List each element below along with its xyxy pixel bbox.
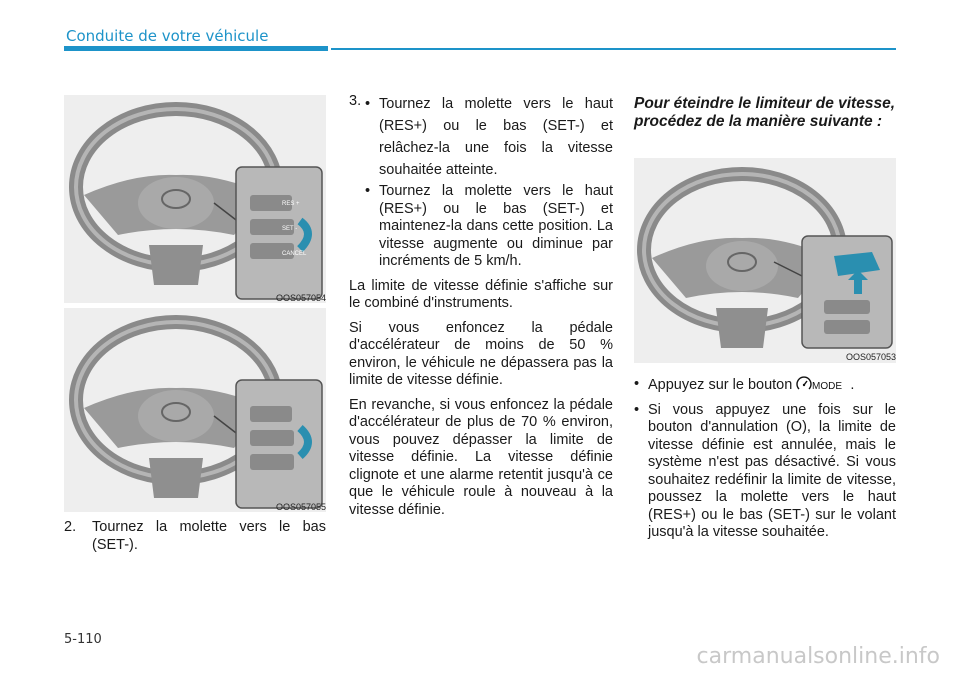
step-2-text: Tournez la molette vers le bas (SET-). bbox=[92, 519, 326, 553]
bullet-2-text: Si vous appuyez une fois sur le bouton d'annulation (O), la limite de vitesse définie est annulée, mais le système n'est pas désactivé. Si vous souhaitez redéfinir la limite de vitesse, poussez la molette vers le haut (RES+) ou le bas (SET-) sur le volant jusqu'à la vitesse souhaitée. bbox=[648, 401, 896, 540]
left-column bbox=[64, 519, 326, 554]
header-rule-thin bbox=[331, 48, 896, 50]
step-3-bullet-1-text: Tournez la molette vers le haut (RES+) ou le bas (SET-) et relâchez-la une fois la vitesse souhaitée atteinte. bbox=[379, 96, 613, 178]
right-column bbox=[634, 376, 896, 542]
cancel-label: CANCEL bbox=[282, 251, 307, 257]
mode-label: MODE bbox=[812, 381, 843, 392]
res-label: RES + bbox=[282, 201, 300, 207]
step-3-bullet-1: • Tournez la molette vers le haut (RES+) ou le bas (SET-) et relâchez-la une fois la vitesse souhaitée atteinte. bbox=[365, 96, 613, 178]
section-heading: Pour éteindre le limiteur de vitesse, procédez de la manière suivante : bbox=[634, 95, 896, 130]
bullet-1-prefix: Appuyez sur le bouton bbox=[648, 377, 793, 393]
section-title: Conduite de votre véhicule bbox=[66, 27, 269, 45]
set-label: SET - bbox=[282, 226, 298, 232]
bullet-1-suffix: . bbox=[850, 377, 855, 393]
watermark: carmanualsonline.info bbox=[696, 644, 940, 669]
step-3-number: 3. bbox=[349, 93, 362, 109]
step-3-bullet-2: • Tournez la molette vers le haut (RES+) ou le bas (SET-) et maintenez-la dans cette position. La vitesse augmente ou diminue par incréments de 5 km/h. bbox=[365, 183, 613, 269]
mode-button-icon bbox=[796, 376, 850, 398]
figure-caption-2: OOS057055 bbox=[275, 502, 326, 512]
figure-steering-wheel-2 bbox=[64, 308, 326, 512]
step-2-number: 2. bbox=[64, 519, 77, 535]
figure-steering-wheel-3 bbox=[634, 158, 896, 363]
figure-caption-3: OOS057053 bbox=[845, 352, 896, 362]
paragraph-under-50: Si vous enfoncez la pédale d'accélérateur de moins de 50 % environ, le véhicule ne dépassera pas la limite de vitesse définie. bbox=[349, 319, 613, 388]
right-bullet-2: • Si vous appuyez une fois sur le bouton d'annulation (O), la limite de vitesse définie est annulée, mais le système n'est pas désactivé. Si vous souhaitez redéfinir la limite de vitesse, poussez la molette vers le haut (RES+) ou le bas (SET-) sur le volant jusqu'à la vitesse souhaitée. bbox=[634, 401, 896, 540]
right-bullet-1: • Appuyez sur le bouton MODE . bbox=[634, 376, 896, 398]
paragraph-display: La limite de vitesse définie s'affiche sur le combiné d'instruments. bbox=[349, 277, 613, 311]
middle-column bbox=[349, 93, 613, 519]
page-number: 5-110 bbox=[64, 632, 102, 647]
figure-steering-wheel-1 bbox=[64, 95, 326, 303]
paragraph-over-70: En revanche, si vous enfoncez la pédale d'accélérateur de plus de 70 % environ, vous pouvez dépasser la limite de vitesse définie. La vitesse définie clignote et une alarme retentit jusqu'à ce que le véhicule roule à nouveau à la vitesse définie. bbox=[349, 396, 613, 518]
step-3-bullet-2-text: Tournez la molette vers le haut (RES+) ou le bas (SET-) et maintenez-la dans cette position. La vitesse augmente ou diminue par incréments de 5 km/h. bbox=[379, 183, 613, 269]
header-rule-thick bbox=[64, 46, 328, 51]
step-2 bbox=[64, 519, 326, 554]
step-3 bbox=[349, 93, 613, 271]
figure-caption-1: OOS057054 bbox=[275, 293, 326, 303]
